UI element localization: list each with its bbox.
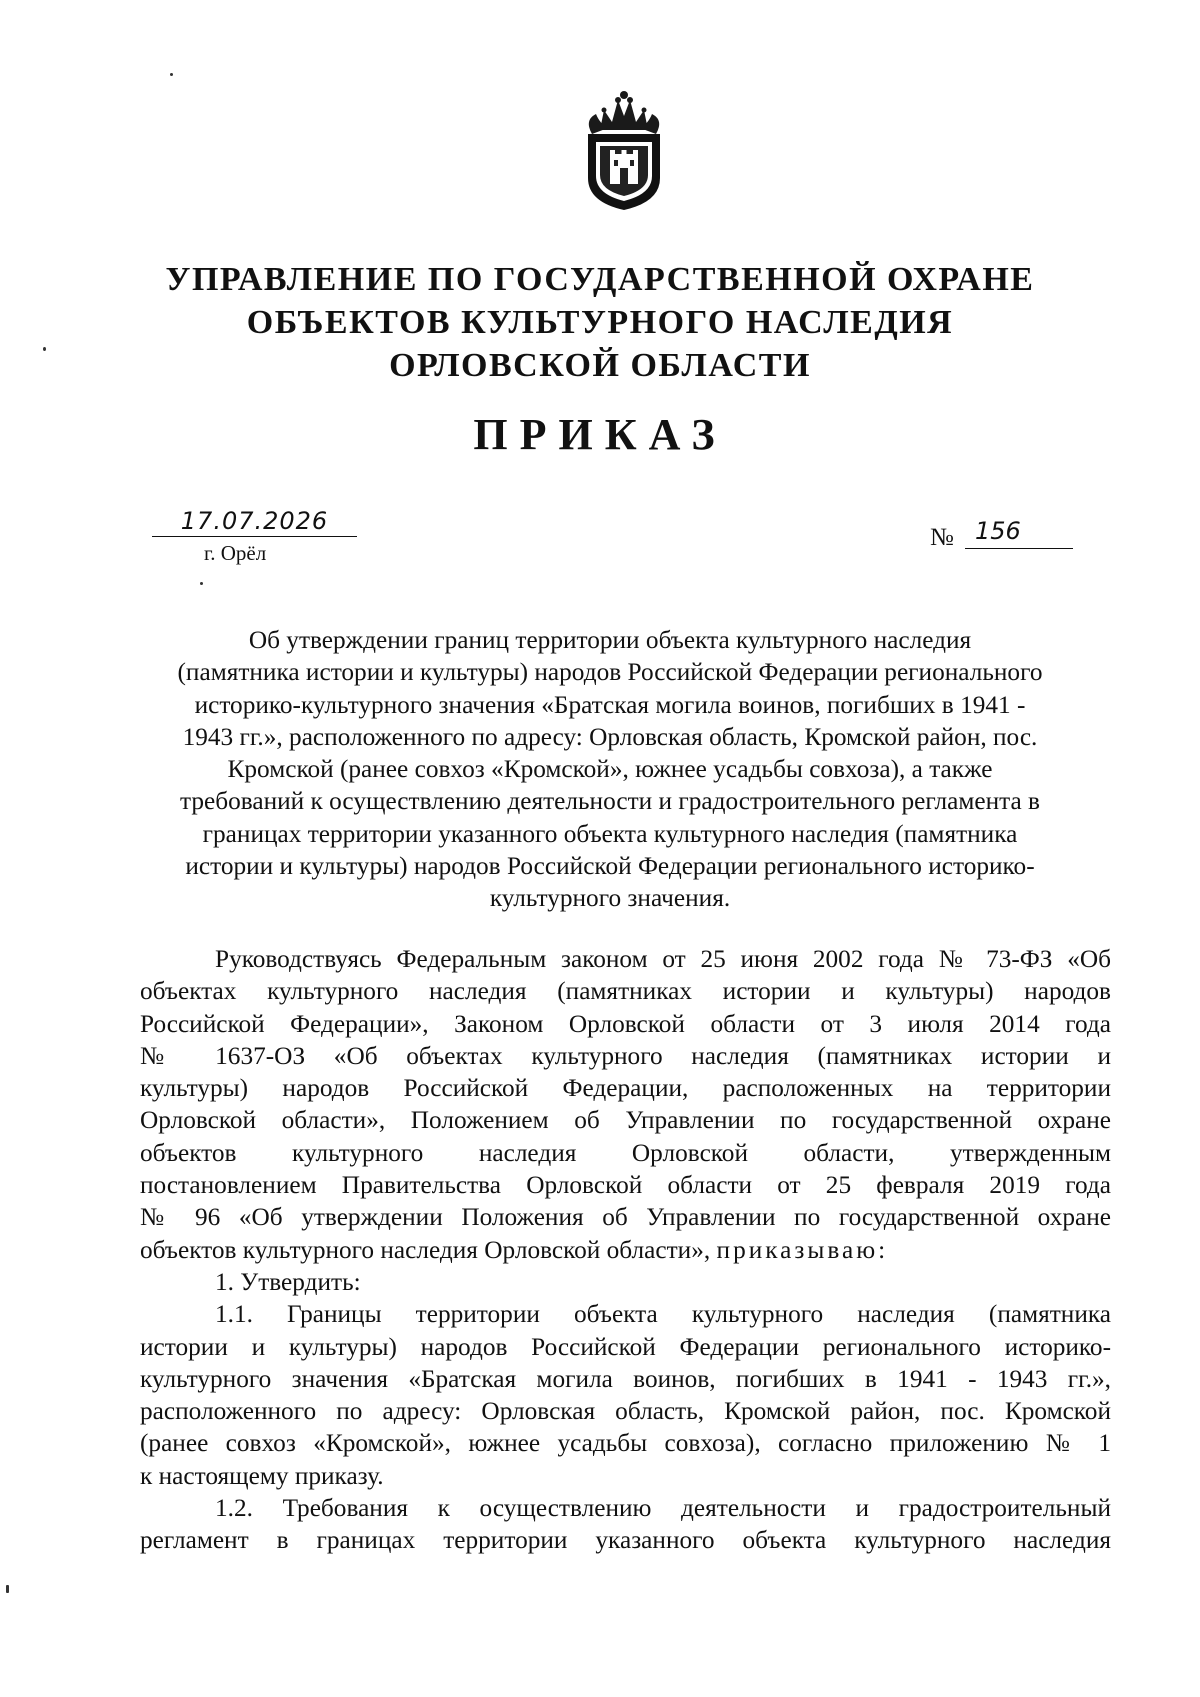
org-name-line: УПРАВЛЕНИЕ ПО ГОСУДАРСТВЕННОЙ ОХРАНЕ xyxy=(165,261,1035,298)
order-number-label: № xyxy=(930,524,954,551)
subject-line: Кромской (ранее совхоз «Кромской», южнее усадьбы совхоза), а также xyxy=(227,755,993,784)
issue-city: г. Орёл xyxy=(204,541,267,565)
order-subject xyxy=(140,624,1080,915)
item-1-1-line: расположенного по адресу: Орловская область, Кромской район, пос. Кромской xyxy=(140,1397,1111,1426)
organization-name xyxy=(150,258,1050,387)
scan-speck xyxy=(6,1585,9,1593)
item-1-1-line: истории и культуры) народов Российской Федерации регионального историко- xyxy=(140,1332,1111,1361)
subject-line: (памятника истории и культуры) народов Российской Федерации регионального xyxy=(177,658,1043,687)
document-type-title: ПРИКАЗ xyxy=(473,410,727,459)
preamble-line: № 96 «Об утверждении Положения об Управлении по государственной охране xyxy=(140,1203,1111,1232)
preamble-line: Руководствуясь Федеральным законом от 25 июня 2002 года № 73-ФЗ «Об xyxy=(215,945,1111,973)
org-name-line: ОБЪЕКТОВ КУЛЬТУРНОГО НАСЛЕДИЯ xyxy=(246,304,954,341)
preamble-last-line xyxy=(140,1234,1111,1266)
preamble-line: № 1637-ОЗ «Об объектах культурного наследия (памятниках истории и xyxy=(140,1041,1111,1070)
item-1-1-line: 1.1. Границы территории объекта культурного наследия (памятника xyxy=(215,1300,1111,1329)
item-1-1-line: культурного значения «Братская могила воинов, погибших в 1941 - 1943 гг.», xyxy=(140,1364,1111,1393)
scan-speck xyxy=(200,582,203,585)
order-word: приказываю: xyxy=(716,1235,889,1264)
subject-line: истории и культуры) народов Российской Федерации регионального историко- xyxy=(185,852,1035,881)
coat-of-arms-emblem xyxy=(574,90,674,212)
item-1-1-line: (ранее совхоз «Кромской», южнее усадьбы совхоза), согласно приложению № 1 xyxy=(140,1429,1111,1458)
scan-speck xyxy=(43,347,46,351)
preamble-line-text: объектов культурного наследия Орловской области», xyxy=(140,1235,711,1264)
preamble-line: Российской Федерации», Законом Орловской области от 3 июля 2014 года xyxy=(140,1009,1111,1038)
item-1-2-line: регламент в границах территории указанного объекта культурного наследия xyxy=(140,1526,1111,1555)
preamble-line: постановлением Правительства Орловской области от 25 февраля 2019 года xyxy=(140,1171,1111,1200)
item-1-1-line: к настоящему приказу. xyxy=(140,1461,384,1490)
subject-line: Об утверждении границ территории объекта культурного наследия xyxy=(248,626,972,654)
org-name-line: ОРЛОВСКОЙ ОБЛАСТИ xyxy=(389,347,811,384)
subject-line: культурного значения. xyxy=(489,884,731,913)
order-date-handwritten: 17.07.2026 xyxy=(152,506,357,537)
subject-line: историко-культурного значения «Братская могила воинов, погибших в 1941 - xyxy=(194,690,1026,719)
preamble-line: объектов культурного наследия Орловской области, утвержденным xyxy=(140,1138,1111,1167)
preamble-line: объектах культурного наследия (памятниках истории и культуры) народов xyxy=(140,977,1111,1006)
item-1-2-line: 1.2. Требования к осуществлению деятельности и градостроительный xyxy=(215,1494,1111,1523)
order-number-handwritten: 156 xyxy=(965,509,1073,549)
item-1: 1. Утвердить: xyxy=(215,1267,361,1296)
preamble-line: культуры) народов Российской Федерации, расположенных на территории xyxy=(140,1074,1111,1103)
subject-line: требований к осуществлению деятельности и градостроительного регламента в xyxy=(180,787,1040,816)
scan-speck xyxy=(170,73,173,76)
preamble-line: Орловской области», Положением об Управлении по государственной охране xyxy=(140,1106,1111,1135)
subject-line: границах территории указанного объекта культурного наследия (памятника xyxy=(202,819,1018,848)
order-body xyxy=(140,943,1111,1557)
subject-line: 1943 гг.», расположенного по адресу: Орловская область, Кромской район, пос. xyxy=(182,722,1038,751)
